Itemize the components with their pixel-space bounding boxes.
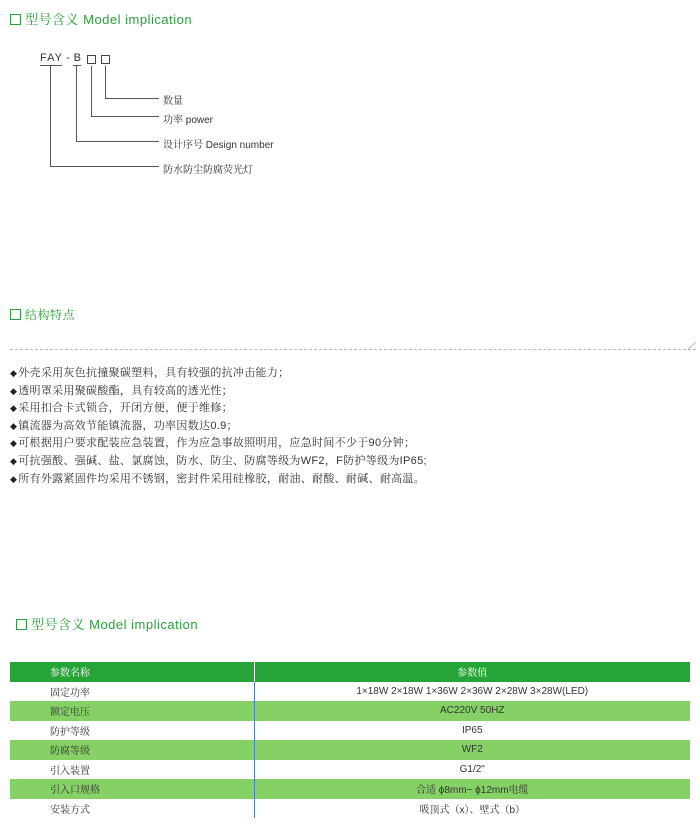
connector-design: [76, 66, 77, 142]
label-power: 功率 power: [163, 115, 214, 126]
table-row: [10, 721, 690, 741]
table-row: [10, 701, 690, 721]
connector-quantity-h: [105, 98, 159, 99]
model-code: [40, 52, 82, 64]
connector-product: [50, 66, 51, 167]
header-param-value: 参数值: [254, 662, 690, 682]
cell-value: 1×18W 2×18W 1×36W 2×36W 2×28W 3×28W(LED): [254, 682, 690, 702]
list-item: ◆可抗强酸、强碱、盐、氯腐蚀，防水、防尘、防腐等级为WF2，F防护等级为IP65;: [10, 454, 427, 467]
table-row: [10, 740, 690, 760]
list-item: ◆镇流器为高效节能镇流器，功率因数达0.9；: [10, 419, 238, 432]
feature-list: [10, 365, 427, 488]
cell-name: 引入口规格: [10, 779, 254, 799]
diamond-bullet-icon: ◆: [10, 403, 18, 414]
cell-name: 防腐等级: [10, 740, 254, 760]
table-row: [10, 760, 690, 780]
diamond-bullet-icon: ◆: [10, 385, 18, 396]
table-row: [10, 682, 690, 702]
header-param-name: 参数名称: [10, 662, 254, 682]
list-item: ◆所有外露紧固件均采用不锈钢，密封件采用硅橡胶，耐油、耐酸、耐碱、耐高温。: [10, 472, 426, 485]
cell-value: IP65: [254, 721, 690, 741]
cell-name: 引入装置: [50, 765, 90, 777]
label-design-number: 设计序号 Design number: [163, 140, 274, 151]
code-box-2: [101, 55, 110, 64]
label-quantity: 数量: [163, 96, 183, 107]
diamond-bullet-icon: ◆: [10, 473, 18, 484]
connector-design-h: [76, 141, 159, 142]
divider-end-mark: [688, 342, 696, 350]
connector-power-h: [91, 116, 159, 117]
table-header-row: [10, 662, 690, 682]
model-dash: -: [65, 52, 71, 64]
cell-name: 防护等级: [50, 726, 90, 738]
model-prefix: FAY: [40, 52, 63, 64]
cell-name: 安装方式: [50, 804, 90, 816]
table-row: [10, 779, 690, 799]
model-letter: B: [73, 52, 82, 64]
diamond-bullet-icon: ◆: [10, 420, 18, 431]
list-item: ◆透明罩采用聚碳酸酯，具有较高的透光性；: [10, 384, 233, 397]
label-product-name: 防水防尘防腐荧光灯: [163, 165, 253, 176]
cell-name: 额定电压: [10, 701, 254, 721]
model-code-diagram: [0, 0, 700, 200]
cell-value: 吸顶式（x）、壁式（b）: [254, 799, 690, 819]
list-item: ◆外壳采用灰色抗撞聚碳塑料，具有较强的抗冲击能力；: [10, 367, 290, 379]
table-row: [10, 799, 690, 819]
diamond-bullet-icon: ◆: [10, 455, 18, 466]
spec-table: [10, 662, 690, 818]
code-box-1: [87, 55, 96, 64]
cell-value: G1/2": [254, 760, 690, 780]
list-item: ◆可根据用户要求配装应急装置，作为应急事故照明用，应急时间不少于90分钟；: [10, 437, 416, 450]
section-title-model-implication-2: 型号含义 Model implication: [16, 614, 198, 633]
underline-letter: [73, 65, 81, 66]
cell-value: AC220V 50HZ: [254, 701, 690, 721]
connector-power: [91, 66, 92, 117]
dashed-divider: [10, 349, 696, 350]
cell-name: 固定功率: [50, 687, 90, 699]
cell-value: WF2: [254, 740, 690, 760]
square-icon: [16, 619, 27, 630]
connector-product-h: [50, 166, 159, 167]
diamond-bullet-icon: ◆: [10, 368, 18, 378]
list-item: ◆采用扣合卡式锁合，开闭方便，便于维修；: [10, 402, 233, 415]
square-icon: [10, 309, 21, 320]
section-title-structure: 结构特点: [10, 306, 75, 323]
diamond-bullet-icon: ◆: [10, 438, 18, 449]
cell-value: 合适 ϕ8mm~ ϕ12mm电缆: [254, 779, 690, 799]
connector-quantity: [105, 66, 106, 99]
underline-prefix: [40, 65, 62, 66]
section-title-model-implication: 型号含义 Model implication: [10, 9, 192, 28]
